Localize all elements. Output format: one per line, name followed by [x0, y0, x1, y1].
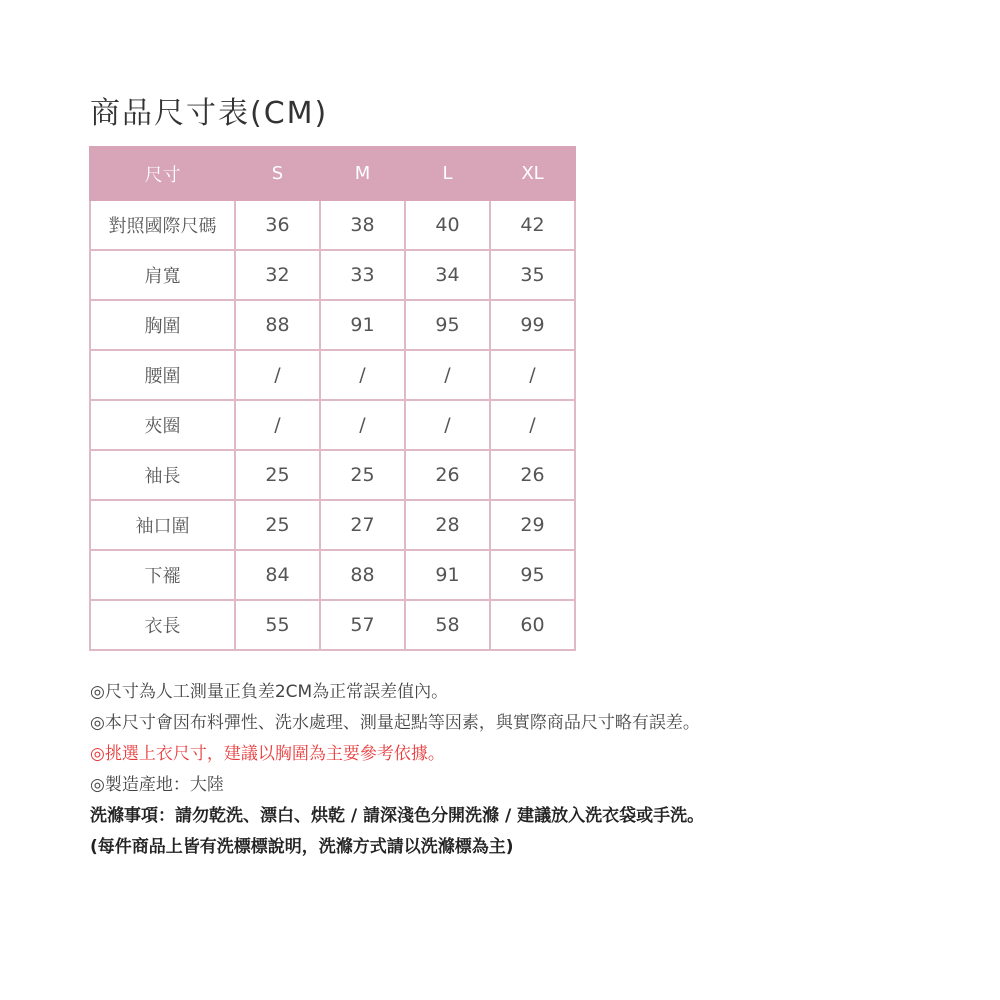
cell-value: 28	[405, 500, 490, 550]
cell-value: 27	[320, 500, 405, 550]
cell-value: 25	[320, 450, 405, 500]
note-origin: ◎製造產地：大陸	[90, 775, 224, 795]
header-s: S	[235, 147, 320, 200]
size-table	[89, 146, 576, 651]
row-label: 夾圈	[90, 400, 235, 450]
cell-value: /	[320, 400, 405, 450]
cell-value: 29	[490, 500, 575, 550]
cell-value: /	[405, 350, 490, 400]
cell-value: 88	[320, 550, 405, 600]
cell-value: 91	[320, 300, 405, 350]
table-row	[90, 250, 575, 300]
note-size-variance: ◎本尺寸會因布料彈性、洗水處理、測量起點等因素，與實際商品尺寸略有誤差。	[90, 713, 700, 733]
cell-value: 26	[490, 450, 575, 500]
cell-value: 25	[235, 450, 320, 500]
note-measurement-tolerance: ◎尺寸為人工測量正負差2CM為正常誤差值內。	[90, 682, 449, 702]
cell-value: 34	[405, 250, 490, 300]
cell-value: /	[490, 400, 575, 450]
cell-value: 35	[490, 250, 575, 300]
note-chest-reference: ◎挑選上衣尺寸，建議以胸圍為主要參考依據。	[90, 744, 445, 764]
cell-value: /	[490, 350, 575, 400]
row-label: 袖長	[90, 450, 235, 500]
cell-value: 88	[235, 300, 320, 350]
table-row	[90, 300, 575, 350]
cell-value: /	[405, 400, 490, 450]
cell-value: /	[320, 350, 405, 400]
cell-value: 95	[405, 300, 490, 350]
cell-value: /	[235, 400, 320, 450]
table-row	[90, 350, 575, 400]
table-row	[90, 550, 575, 600]
cell-value: 32	[235, 250, 320, 300]
row-label: 衣長	[90, 600, 235, 650]
row-label: 腰圍	[90, 350, 235, 400]
page-title: 商品尺寸表(CM)	[90, 96, 329, 131]
header-l: L	[405, 147, 490, 200]
cell-value: 38	[320, 200, 405, 250]
row-label: 對照國際尺碼	[90, 200, 235, 250]
cell-value: 42	[490, 200, 575, 250]
cell-value: 60	[490, 600, 575, 650]
cell-value: /	[235, 350, 320, 400]
table-row	[90, 600, 575, 650]
cell-value: 40	[405, 200, 490, 250]
cell-value: 36	[235, 200, 320, 250]
row-label: 胸圍	[90, 300, 235, 350]
cell-value: 99	[490, 300, 575, 350]
cell-value: 91	[405, 550, 490, 600]
note-washing-label: (每件商品上皆有洗標標說明，洗滌方式請以洗滌標為主)	[90, 837, 514, 857]
table-row	[90, 450, 575, 500]
row-label: 肩寬	[90, 250, 235, 300]
header-m: M	[320, 147, 405, 200]
header-xl: XL	[490, 147, 575, 200]
notes-section	[90, 682, 970, 868]
cell-value: 84	[235, 550, 320, 600]
cell-value: 33	[320, 250, 405, 300]
cell-value: 58	[405, 600, 490, 650]
cell-value: 26	[405, 450, 490, 500]
row-label: 袖口圍	[90, 500, 235, 550]
header-size: 尺寸	[90, 147, 235, 200]
cell-value: 25	[235, 500, 320, 550]
cell-value: 95	[490, 550, 575, 600]
table-row	[90, 200, 575, 250]
cell-value: 57	[320, 600, 405, 650]
table-row	[90, 500, 575, 550]
note-washing-instructions: 洗滌事項：請勿乾洗、漂白、烘乾 / 請深淺色分開洗滌 / 建議放入洗衣袋或手洗。	[90, 806, 705, 826]
cell-value: 55	[235, 600, 320, 650]
table-header-row	[90, 147, 575, 200]
row-label: 下襬	[90, 550, 235, 600]
table-row	[90, 400, 575, 450]
